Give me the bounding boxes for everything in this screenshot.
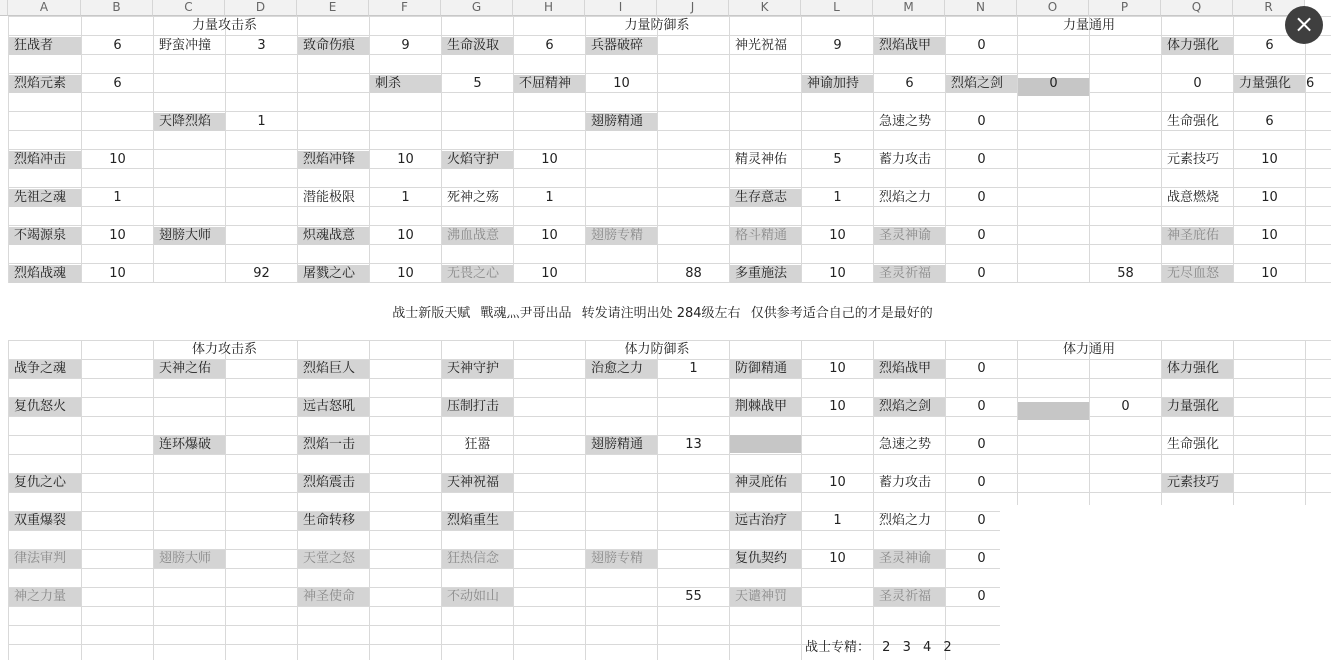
talent-name-cell[interactable]: 烈焰战甲: [874, 37, 945, 55]
talent-name-cell[interactable]: 远古怒吼: [298, 398, 369, 416]
specialty-label: 战士专精：: [805, 640, 871, 655]
talent-name-cell[interactable]: 狂嚣: [464, 437, 491, 452]
talent-name-cell[interactable]: 翅膀大师: [154, 550, 225, 568]
section-title-bottom-1: 体力攻击系: [191, 342, 257, 357]
talent-points-cell[interactable]: 0: [977, 228, 986, 243]
talent-points-cell[interactable]: 0: [977, 152, 986, 167]
talent-name-cell[interactable]: 刺杀: [370, 75, 441, 93]
talent-name-cell[interactable]: 烈焰战魂: [9, 265, 81, 283]
talent-name-cell[interactable]: 生命汲取: [442, 37, 513, 55]
column-header-f[interactable]: F: [369, 0, 441, 16]
talent-points-cell[interactable]: 10: [397, 266, 414, 281]
talent-name-cell[interactable]: 元素技巧: [1162, 474, 1233, 492]
talent-name-cell[interactable]: 翅膀专精: [586, 227, 657, 245]
column-header-j[interactable]: J: [657, 0, 729, 16]
talent-name-cell[interactable]: 天神之佑: [154, 360, 225, 378]
talent-name-cell[interactable]: 先祖之魂: [9, 189, 81, 207]
talent-name-cell[interactable]: 天神守护: [442, 360, 513, 378]
talent-name-cell[interactable]: 无畏之心: [442, 265, 513, 283]
talent-name-cell[interactable]: 烈焰之剑: [874, 398, 945, 416]
talent-points-cell[interactable]: 9: [833, 38, 842, 53]
column-header-r[interactable]: R: [1233, 0, 1305, 16]
talent-name-cell[interactable]: 多重施法: [730, 265, 801, 283]
talent-points-cell[interactable]: 3: [257, 38, 266, 53]
talent-points-cell[interactable]: 5: [833, 152, 842, 167]
talent-name-cell[interactable]: 烈焰冲锋: [298, 151, 369, 169]
talent-name-cell[interactable]: 复仇怒火: [9, 398, 81, 416]
corner-header[interactable]: [0, 0, 8, 16]
talent-name-cell[interactable]: 急速之势: [879, 437, 932, 452]
talent-name-cell[interactable]: 圣灵神谕: [874, 227, 945, 245]
talent-name-cell[interactable]: 连环爆破: [154, 436, 225, 454]
talent-name-cell[interactable]: 天堂之怒: [298, 550, 369, 568]
column-header-d[interactable]: D: [225, 0, 297, 16]
section-title-top-2: 力量防御系: [624, 18, 690, 33]
column-header-m[interactable]: M: [873, 0, 945, 16]
talent-name-cell[interactable]: 神圣庇佑: [1162, 227, 1233, 245]
talent-points-cell[interactable]: 10: [541, 266, 558, 281]
talent-name-cell[interactable]: 翅膀大师: [154, 227, 225, 245]
talent-points-cell[interactable]: 1: [833, 190, 842, 205]
specialty-value-1: 2: [882, 640, 891, 655]
column-header-a[interactable]: A: [8, 0, 81, 16]
talent-points-cell[interactable]: 10: [829, 361, 846, 376]
talent-points-cell[interactable]: 10: [613, 76, 630, 91]
talent-points-cell[interactable]: 1: [689, 361, 698, 376]
talent-name-cell[interactable]: 狂热信念: [442, 550, 513, 568]
talent-name-cell[interactable]: 战争之魂: [9, 360, 81, 378]
talent-points-cell[interactable]: 6: [905, 76, 914, 91]
talent-points-cell[interactable]: 9: [401, 38, 410, 53]
talent-name-cell[interactable]: 蓄力攻击: [879, 152, 932, 167]
talent-name-cell[interactable]: 战意燃烧: [1167, 190, 1220, 205]
talent-name-cell[interactable]: 烈焰之力: [879, 513, 932, 528]
note-line: [0, 302, 1331, 321]
talent-name-cell[interactable]: 复仇之心: [9, 474, 81, 492]
section-title-top-3: 力量通用: [1062, 18, 1115, 33]
talent-name-cell[interactable]: 无尽血怒: [1162, 265, 1233, 283]
section-title-top-1: 力量攻击系: [191, 18, 257, 33]
talent-points-cell[interactable]: 0: [977, 361, 986, 376]
column-header-p[interactable]: P: [1089, 0, 1161, 16]
talent-name-cell[interactable]: 烈焰元素: [9, 75, 81, 93]
column-header-c[interactable]: C: [153, 0, 225, 16]
talent-name-cell[interactable]: 生命转移: [298, 512, 369, 530]
talent-name-cell[interactable]: 急速之势: [879, 114, 932, 129]
talent-name-cell[interactable]: 屠戮之心: [298, 265, 369, 283]
talent-name-cell[interactable]: 体力强化: [1162, 360, 1233, 378]
talent-name-cell[interactable]: 天谴神罚: [730, 588, 801, 606]
talent-name-cell[interactable]: 沸血战意: [442, 227, 513, 245]
note-text-2: 戰魂灬尹哥出品: [480, 306, 572, 321]
talent-points-cell[interactable]: 92: [253, 266, 270, 281]
talent-name-cell[interactable]: 神圣使命: [298, 588, 369, 606]
talent-name-cell[interactable]: 致命伤痕: [298, 37, 369, 55]
talent-points-cell[interactable]: 0: [977, 589, 986, 604]
talent-points-cell[interactable]: 0: [1193, 76, 1202, 91]
talent-points-cell[interactable]: 0: [977, 266, 986, 281]
talent-name-cell[interactable]: 防御精通: [730, 360, 801, 378]
talent-points-cell[interactable]: 58: [1117, 266, 1134, 281]
note-text-4: 仅供参考适合自己的才是最好的: [750, 306, 933, 321]
talent-name-cell[interactable]: 蓄力攻击: [879, 475, 932, 490]
talent-name-cell[interactable]: 天神祝福: [442, 474, 513, 492]
column-header-k[interactable]: K: [729, 0, 801, 16]
talent-name-cell[interactable]: 狂战者: [9, 37, 81, 55]
talent-points-cell[interactable]: 6: [545, 38, 554, 53]
column-header-n[interactable]: N: [945, 0, 1017, 16]
talent-name-cell[interactable]: 格斗精通: [730, 227, 801, 245]
column-header-b[interactable]: B: [81, 0, 153, 16]
talent-name-cell[interactable]: 精灵神佑: [735, 152, 788, 167]
talent-points-cell[interactable]: 6: [113, 76, 122, 91]
talent-points-cell[interactable]: 10: [397, 228, 414, 243]
talent-points-cell[interactable]: 0: [977, 190, 986, 205]
talent-points-cell[interactable]: 13: [685, 437, 702, 452]
talent-name-cell[interactable]: 翅膀精通: [586, 113, 657, 131]
talent-name-cell[interactable]: 生命强化: [1167, 114, 1220, 129]
talent-points-cell[interactable]: 0: [977, 437, 986, 452]
talent-name-cell[interactable]: 圣灵祈福: [874, 265, 945, 283]
column-header-e[interactable]: E: [297, 0, 369, 16]
talent-name-cell[interactable]: 兵器破碎: [586, 37, 657, 55]
talent-name-cell[interactable]: 力量强化: [1234, 75, 1305, 93]
talent-name-cell[interactable]: 烈焰震击: [298, 474, 369, 492]
talent-points-cell[interactable]: 0: [977, 475, 986, 490]
talent-points-cell[interactable]: 10: [109, 152, 126, 167]
talent-points-cell[interactable]: 10: [1261, 228, 1278, 243]
specialty-line: [805, 636, 960, 655]
blank-region: [1000, 505, 1331, 669]
talent-name-cell[interactable]: 潜能极限: [303, 190, 356, 205]
column-header-g[interactable]: G: [441, 0, 513, 16]
talent-name-cell[interactable]: 圣灵祈福: [874, 588, 945, 606]
talent-points-cell[interactable]: 88: [685, 266, 702, 281]
talent-points-cell[interactable]: 10: [829, 551, 846, 566]
talent-name-cell[interactable]: 圣灵神谕: [874, 550, 945, 568]
talent-name-cell[interactable]: 不动如山: [442, 588, 513, 606]
talent-name-cell[interactable]: 烈焰一击: [298, 436, 369, 454]
talent-points-cell[interactable]: 0: [1049, 76, 1058, 91]
section-title-bottom-3: 体力通用: [1062, 342, 1115, 357]
talent-name-cell[interactable]: 烈焰巨人: [298, 360, 369, 378]
talent-name-cell[interactable]: 荆棘战甲: [730, 398, 801, 416]
talent-name-cell[interactable]: 体力强化: [1162, 37, 1233, 55]
talent-points-cell[interactable]: 6: [1265, 38, 1274, 53]
filled-cell: [730, 435, 801, 453]
talent-points-cell[interactable]: 6: [113, 38, 122, 53]
talent-points-cell[interactable]: 1: [545, 190, 554, 205]
talent-name-cell[interactable]: 不屈精神: [514, 75, 585, 93]
talent-name-cell[interactable]: 力量强化: [1162, 398, 1233, 416]
talent-points-cell[interactable]: 0: [977, 399, 986, 414]
talent-points-cell[interactable]: 10: [109, 228, 126, 243]
specialty-value-2: 3: [902, 640, 911, 655]
section-title-bottom-2: 体力防御系: [624, 342, 690, 357]
talent-points-cell[interactable]: 1: [257, 114, 266, 129]
talent-name-cell[interactable]: 翅膀专精: [586, 550, 657, 568]
talent-name-cell[interactable]: 野蛮冲撞: [159, 38, 212, 53]
talent-points-cell[interactable]: 5: [473, 76, 482, 91]
specialty-value-4: 2: [943, 640, 952, 655]
talent-name-cell[interactable]: 律法审判: [9, 550, 81, 568]
talent-name-cell[interactable]: 炽魂战意: [298, 227, 369, 245]
talent-name-cell[interactable]: 元素技巧: [1167, 152, 1220, 167]
talent-name-cell[interactable]: 烈焰重生: [442, 512, 513, 530]
talent-name-cell[interactable]: 烈焰之力: [879, 190, 932, 205]
talent-name-cell[interactable]: 生命强化: [1167, 437, 1220, 452]
talent-name-cell[interactable]: 天降烈焰: [154, 113, 225, 131]
talent-points-cell[interactable]: 0: [1121, 399, 1130, 414]
talent-name-cell[interactable]: 烈焰之剑: [946, 75, 1017, 93]
talent-name-cell[interactable]: 神之力量: [9, 588, 81, 606]
talent-points-cell[interactable]: 0: [977, 114, 986, 129]
talent-points-cell[interactable]: 1: [113, 190, 122, 205]
talent-name-cell[interactable]: 神灵庇佑: [730, 474, 801, 492]
talent-points-cell[interactable]: 0: [977, 513, 986, 528]
talent-points-cell[interactable]: 10: [829, 399, 846, 414]
talent-points-cell[interactable]: 55: [685, 589, 702, 604]
talent-points-cell[interactable]: 10: [1261, 190, 1278, 205]
note-text-3: 转发请注明出处 284级左右: [581, 306, 741, 321]
column-header-l[interactable]: L: [801, 0, 873, 16]
talent-points-cell[interactable]: 10: [541, 228, 558, 243]
talent-name-cell[interactable]: 神光祝福: [735, 38, 788, 53]
column-header-h[interactable]: H: [513, 0, 585, 16]
talent-points-cell[interactable]: 1: [401, 190, 410, 205]
note-text-1: 战士新版天赋: [392, 306, 471, 321]
talent-points-cell[interactable]: 10: [829, 228, 846, 243]
talent-points-cell[interactable]: 10: [397, 152, 414, 167]
talent-points-cell[interactable]: 10: [109, 266, 126, 281]
column-header-o[interactable]: O: [1017, 0, 1089, 16]
talent-points-cell[interactable]: 6: [1265, 114, 1274, 129]
talent-name-cell[interactable]: 生存意志: [730, 189, 801, 207]
talent-points-cell[interactable]: 1: [833, 513, 842, 528]
talent-name-cell[interactable]: 治愈之力: [586, 360, 657, 378]
talent-points-cell[interactable]: 10: [829, 475, 846, 490]
talent-name-cell[interactable]: 复仇契约: [730, 550, 801, 568]
talent-points-cell[interactable]: 6: [1306, 76, 1315, 91]
close-icon[interactable]: ×: [1285, 6, 1323, 44]
talent-name-cell[interactable]: 神谕加持: [802, 75, 873, 93]
talent-name-cell[interactable]: 烈焰战甲: [874, 360, 945, 378]
filled-cell: [1018, 402, 1089, 420]
talent-points-cell[interactable]: 10: [1261, 152, 1278, 167]
talent-name-cell[interactable]: 远古治疗: [730, 512, 801, 530]
talent-points-cell[interactable]: 10: [829, 266, 846, 281]
column-header-i[interactable]: I: [585, 0, 657, 16]
talent-name-cell[interactable]: 死神之殇: [447, 190, 500, 205]
column-header-q[interactable]: Q: [1161, 0, 1233, 16]
talent-points-cell[interactable]: 0: [977, 38, 986, 53]
talent-name-cell[interactable]: 双重爆裂: [9, 512, 81, 530]
talent-name-cell[interactable]: 火焰守护: [442, 151, 513, 169]
talent-points-cell[interactable]: 10: [1261, 266, 1278, 281]
talent-name-cell[interactable]: 压制打击: [442, 398, 513, 416]
talent-points-cell[interactable]: 10: [541, 152, 558, 167]
talent-name-cell[interactable]: 不竭源泉: [9, 227, 81, 245]
talent-name-cell[interactable]: 翅膀精通: [586, 436, 657, 454]
talent-points-cell[interactable]: 0: [977, 551, 986, 566]
talent-name-cell[interactable]: 烈焰冲击: [9, 151, 81, 169]
specialty-value-3: 4: [923, 640, 932, 655]
